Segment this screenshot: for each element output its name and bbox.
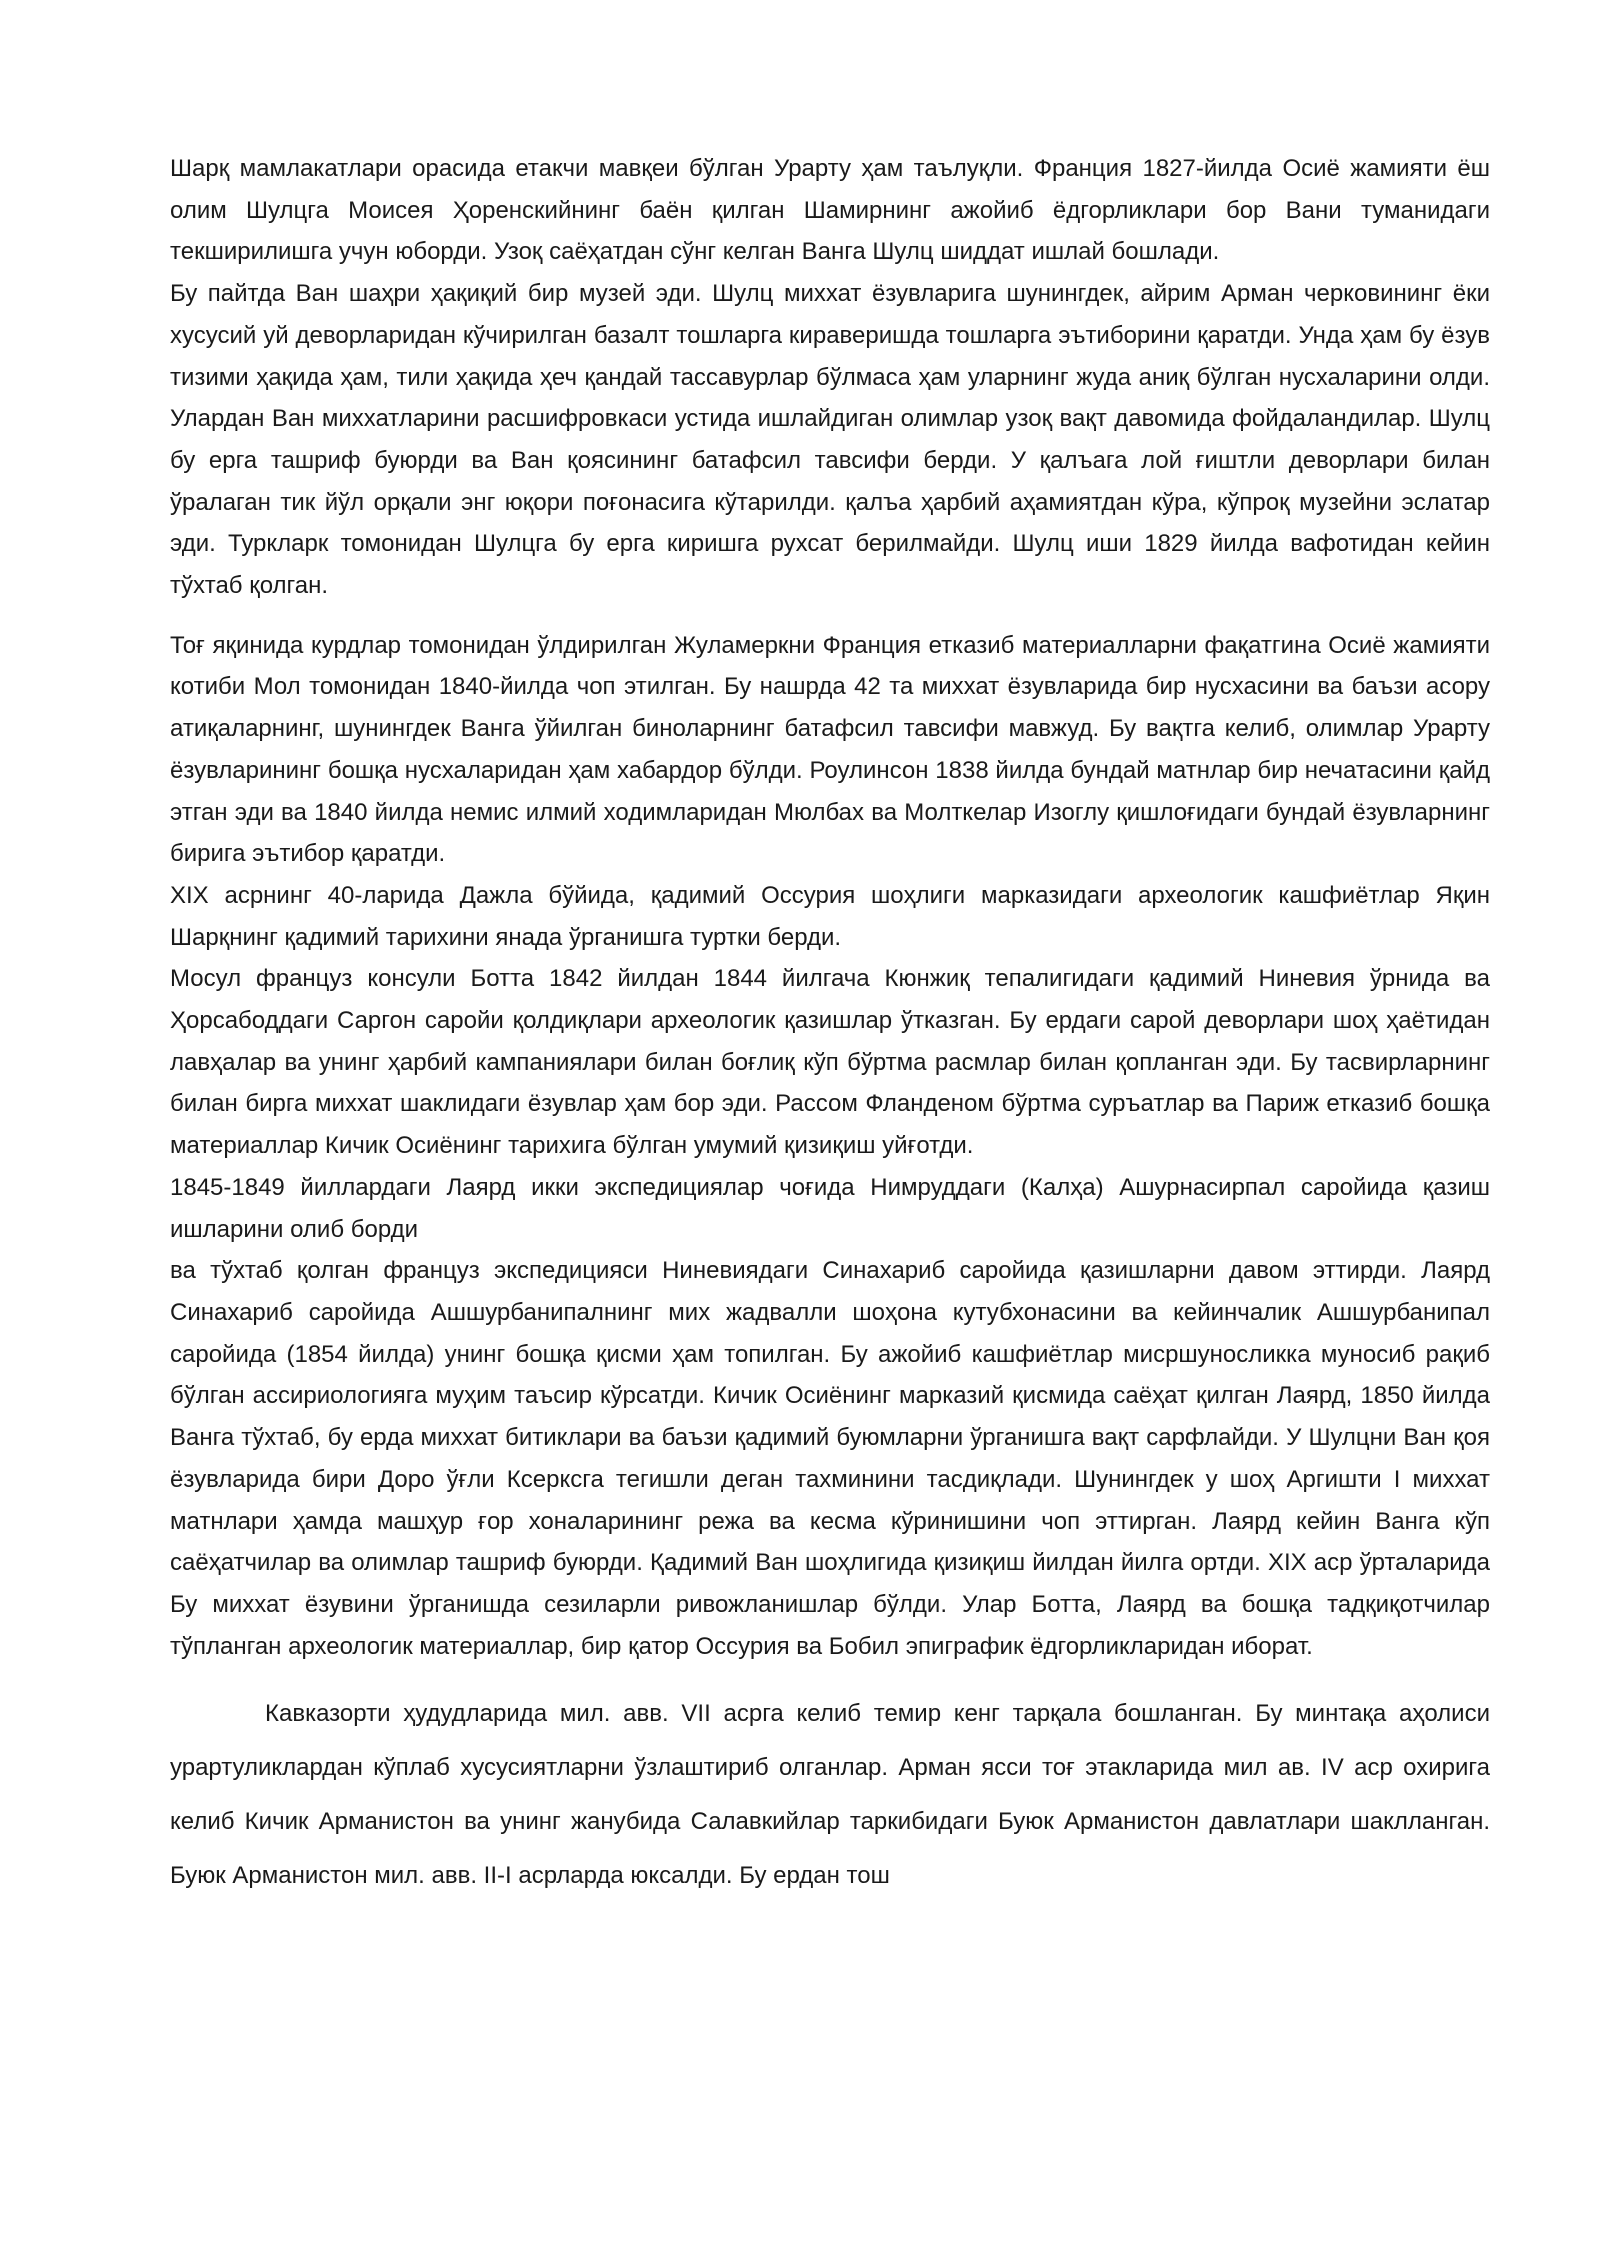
paragraph-4: XIX асрнинг 40-ларида Дажла бўйида, қадимий Оссурия шоҳлиги марказидаги археологик кашфиётлар Яқин Шарқнинг қадимий тарихини янада ўрганишга туртки берди. [170, 881, 1490, 951]
document-page [170, 148, 1490, 1903]
paragraph-5: Мосул француз консули Ботта 1842 йилдан 1844 йилгача Кюнжиқ тепалигидаги қадимий Ниневия ўрнида ва Ҳорсабоддаги Саргон саройи қолдиқлари археологик қазишлар ўтказган. Бу ердаги сарой деворлари шоҳ ҳаётидан лавҳалар ва унинг ҳарбий кампаниялари билан боғлиқ кўп бўртма расмлар билан қопланган эди. Бу тасвирларнинг билан бирга миххат шаклидаги ёзувлар ҳам бор эди. Рассом Фланденом бўртма суръатлар ва Париж етказиб бошқа материаллар Кичик Осиёнинг тарихига бўлган умумий қизиқиш уйғотди. [170, 965, 1490, 1160]
paragraph-2: Бу пайтда Ван шаҳри ҳақиқий бир музей эди. Шулц миххат ёзувларига шунингдек, айрим Арман черковининг ёки хусусий уй деворларидан кўчирилган базалт тошларга кираверишда тошларга эътиборини қаратди. Унда ҳам бу ёзув тизими ҳақида ҳам, тили ҳақида ҳеч қандай тассавурлар бўлмаса ҳам уларнинг жуда аниқ бўлган нусхаларини олди. Улардан Ван миххатларини расшифровкаси устида ишлайдиган олимлар узоқ вақт давомида фойдаландилар. Шулц бу ерга ташриф буюрди ва Ван қоясининг батафсил тавсифи берди. У қалъага лой ғиштли деворлари билан ўралаган тик йўл орқали энг юқори поғонасига кўтарилди. қалъа ҳарбий аҳамиятдан кўра, кўпроқ музейни эслатар эди. Туркларк томонидан Шулцга бу ерга киришга рухсат берилмайди. Шулц иши 1829 йилда вафотидан кейин тўхтаб қолган. [170, 280, 1490, 600]
paragraph-8: Кавказорти ҳудудларида мил. авв. VII асрга келиб темир кенг тарқала бошланган. Бу минтақа аҳолиси урартуликлардан кўплаб хусусиятларни ўзлаштириб олганлар. Арман ясси тоғ этакларида мил ав. IV аср охирига келиб Кичик Арманистон ва унинг жанубида Салавкийлар таркибидаги Буюк Арманистон давлатлари шаклланган. Буюк Арманистон мил. авв. II-I асрларда юксалди. Бу ердан тош [170, 1700, 1490, 1890]
paragraph-1: Шарқ мамлакатлари орасида етакчи мавқеи бўлган Урарту ҳам таълуқли. Франция 1827-йилда Осиё жамияти ёш олим Шулцга Моисея Ҳоренскийнинг баён қилган Шамирнинг ажойиб ёдгорликлари бор Вани туманидаги текширилишга учун юборди. Узоқ саёҳатдан сўнг келган Ванга Шулц шиддат ишлай бошлади. [170, 155, 1490, 266]
paragraph-7: ва тўхтаб қолган француз экспедицияси Ниневиядаги Синахариб саройида қазишларни давом эттирди. Лаярд Синахариб саройида Ашшурбанипалнинг мих жадвалли шоҳона кутубхонасини ва кейинчалик Ашшурбанипал саройида (1854 йилда) унинг бошқа қисми ҳам топилган. Бу ажойиб кашфиётлар мисршуносликка муносиб рақиб бўлган ассириологияга муҳим таъсир кўрсатди. Кичик Осиёнинг марказий қисмида саёҳат қилган Лаярд, 1850 йилда Ванга тўхтаб, бу ерда миххат битиклари ва баъзи қадимий буюмларни ўрганишга вақт сарфлайди. У Шулцни Ван қоя ёзувларида бири Доро ўғли Ксерксга тегишли деган тахминини тасдиқлади. Шунингдек у шоҳ Аргишти I миххат матнлари ҳамда машҳур ғор хоналарининг режа ва кесма кўринишини чоп эттирган. Лаярд кейин Ванга кўп саёҳатчилар ва олимлар ташриф буюрди. Қадимий Ван шоҳлигида қизиқиш йилдан йилга ортди. XIX аср ўрталарида Бу миххат ёзувини ўрганишда сезиларли ривожланишлар бўлди. Улар Ботта, Лаярд ва бошқа тадқиқотчилар тўпланган археологик материаллар, бир қатор Оссурия ва Бобил эпиграфик ёдгорликларидан иборат. [170, 1257, 1490, 1660]
paragraph-3: Тоғ яқинида курдлар томонидан ўлдирилган Жуламеркни Франция етказиб материалларни фақатгина Осиё жамияти котиби Мол томонидан 1840-йилда чоп этилган. Бу нашрда 42 та миххат ёзувларида бир нусхасини ва баъзи асору атиқаларнинг, шунингдек Ванга ўйилган биноларнинг батафсил тавсифи мавжуд. Бу вақтга келиб, олимлар Урарту ёзувларининг бошқа нусхаларидан ҳам хабардор бўлди. Роулинсон 1838 йилда бундай матнлар бир нечатасини қайд этган эди ва 1840 йилда немис илмий ходимларидан Мюлбах ва Молткелар Изоглу қишлоғидаги бундай ёзувларнинг бирига эътибор қаратди. [170, 631, 1490, 868]
paragraph-6: 1845-1849 йиллардаги Лаярд икки экспедициялар чоғида Нимруддаги (Калҳа) Ашурнасирпал саройида қазиш ишларини олиб борди [170, 1173, 1490, 1243]
